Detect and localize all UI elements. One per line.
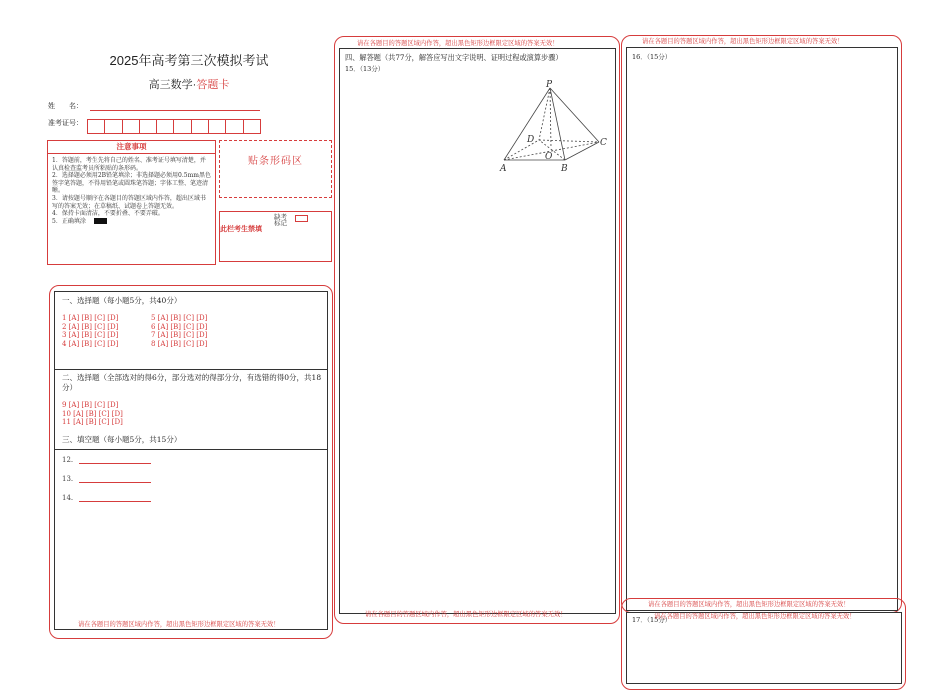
edge-PD — [539, 88, 550, 140]
absent-label: 缺考标记 — [274, 213, 287, 227]
fill-blank-13[interactable]: 13. — [62, 475, 151, 483]
barcode-area — [219, 140, 332, 198]
filled-sample — [94, 218, 107, 224]
warning-text: 请在各题目的答题区域内作答，超出黑色矩形边框限定区域的答案无效！ — [642, 38, 844, 45]
choice-row[interactable]: 2 [A] [B] [C] [D] — [62, 322, 119, 331]
exam-title: 2025年高考第三次模拟考试 — [109, 53, 269, 68]
choice-row[interactable]: 10 [A] [B] [C] [D] — [62, 409, 123, 418]
subtitle-subject: 高三数学· — [148, 79, 197, 91]
choice-row[interactable]: 8 [A] [B] [C] [D] — [151, 339, 208, 348]
q16-label: 16．（15分） — [632, 53, 672, 61]
choice-row[interactable]: 11 [A] [B] [C] [D] — [62, 418, 123, 427]
notice-title: 注意事项 — [48, 141, 215, 154]
choice-row[interactable]: 7 [A] [B] [C] [D] — [151, 331, 208, 340]
fill-blank-12[interactable]: 12. — [62, 456, 151, 464]
id-boxes[interactable] — [87, 119, 261, 134]
label-C: C — [600, 138, 607, 148]
warning-text: 请在各题目的答题区域内作答，超出黑色矩形边框限定区域的答案无效！ — [357, 40, 559, 47]
notice-item: 3．请按题号顺序在各题目的答题区域内作答，超出区域书写的答案无效；在草稿纸、试题卷上答题无效。 — [52, 194, 206, 210]
label-B: B — [561, 164, 568, 174]
divider — [54, 369, 328, 370]
section2-title: 二、选择题（全部选对的得6分，部分选对的得部分分，有选错的得0分，共18分） — [62, 373, 322, 392]
section3-title: 三、填空题（每小题5分，共15分） — [62, 435, 182, 444]
notice-box — [47, 140, 216, 265]
subtitle-card: 答题卡 — [196, 79, 230, 91]
edge-PA — [504, 88, 550, 160]
absent-checkbox[interactable] — [295, 215, 308, 222]
choice-row[interactable]: 5 [A] [B] [C] [D] — [151, 314, 208, 322]
edge-PC — [550, 88, 599, 142]
pyramid-figure — [495, 78, 613, 176]
label-O: O — [545, 152, 553, 162]
edge-DC — [539, 140, 599, 142]
choice-row[interactable]: 4 [A] [B] [C] [D] — [62, 339, 119, 348]
label-A: A — [500, 164, 507, 174]
warning-text: 请在各题目的答题区域内作答，超出黑色矩形边框限定区域的答案无效！ — [654, 613, 856, 620]
q16-answer-box[interactable] — [626, 47, 898, 611]
warning-text: 请在各题目的答题区域内作答，超出黑色矩形边框限定区域的答案无效！ — [365, 611, 567, 618]
section1-title: 一、选择题（每小题5分，共40分） — [62, 296, 182, 305]
divider — [54, 449, 328, 450]
section4-title: 四、解答题（共77分，解答应写出文字说明、证明过程或演算步骤） — [345, 53, 563, 62]
name-field[interactable] — [90, 110, 260, 111]
section1-col2[interactable] — [151, 314, 207, 348]
warning-text: 请在各题目的答题区域内作答，超出黑色矩形边框限定区域的答案无效！ — [78, 621, 280, 628]
edge-PO — [550, 88, 551, 148]
forbidden-label: 此栏考生禁填 — [220, 224, 262, 233]
notice-item: 2．选择题必须用2B铅笔填涂；非选择题必须用0.5mm黑色签字笔答题，不得用铅笔或圆珠笔答题；字体工整、笔迹清晰。 — [52, 172, 211, 195]
name-label: 姓 名： — [48, 102, 83, 110]
label-D: D — [527, 135, 535, 145]
choice-row[interactable]: 1 [A] [B] [C] [D] — [62, 314, 119, 322]
section2-choices[interactable] — [62, 401, 123, 427]
exam-subtitle — [48, 76, 330, 92]
q15-label: 15．（13分） — [345, 65, 385, 73]
choice-row[interactable]: 6 [A] [B] [C] [D] — [151, 322, 208, 331]
id-label: 准考证号： — [48, 119, 83, 127]
notice-item: 5．正确填涂 — [52, 218, 211, 226]
warning-text: 请在各题目的答题区域内作答，超出黑色矩形边框限定区域的答案无效！ — [648, 601, 850, 608]
label-P: P — [546, 80, 553, 90]
section1-col1[interactable] — [62, 314, 118, 348]
forbidden-area — [219, 211, 332, 262]
notice-item: 1．答题前，考生先将自己的姓名、准考证号填写清楚，并认真检查监考员所粘贴的条形码。 — [52, 157, 206, 172]
barcode-label: 贴条形码区 — [248, 156, 303, 167]
choice-row[interactable]: 9 [A] [B] [C] [D] — [62, 401, 119, 409]
choice-row[interactable]: 3 [A] [B] [C] [D] — [62, 331, 119, 340]
edge-BC — [565, 142, 599, 160]
edge-PB — [550, 88, 565, 160]
q17-label: 17．（15分） — [632, 616, 672, 624]
notice-item: 4．保持卡面清洁，不要折叠、不要弄破。 — [52, 210, 164, 218]
fill-blank-14[interactable]: 14. — [62, 494, 151, 502]
